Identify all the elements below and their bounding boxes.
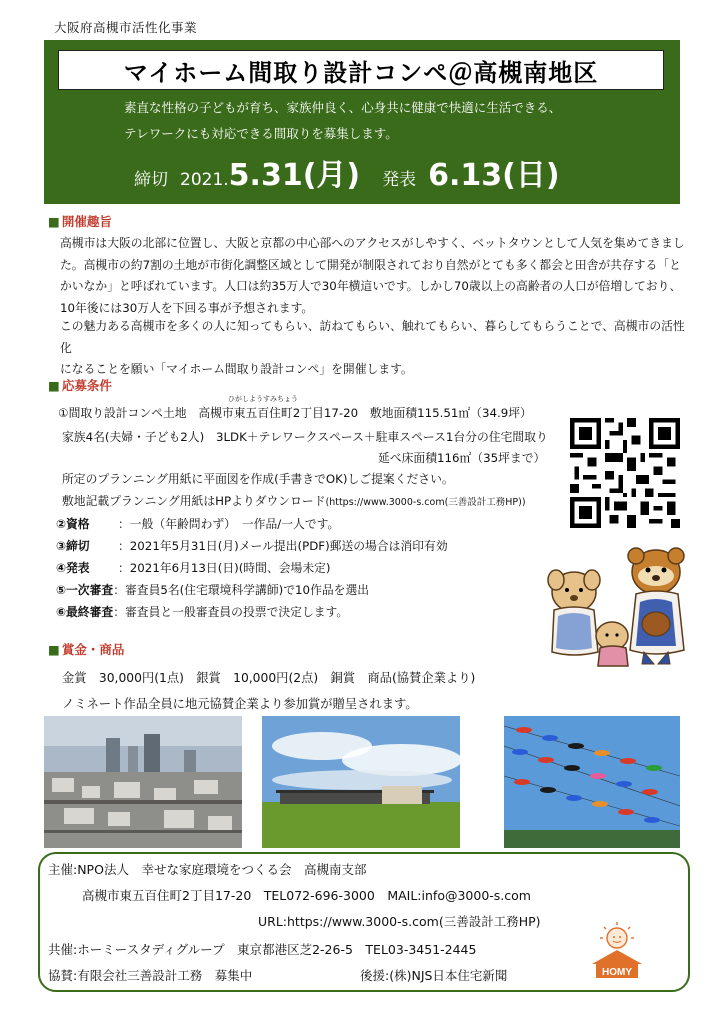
announce-label: 発表	[382, 170, 417, 190]
homy-logo	[588, 920, 646, 982]
cohost-line: 共催:ホーミースタディグループ 東京都港区芝2-26-5 TEL03-3451-2445	[48, 942, 477, 957]
deadline-year: 2021.	[180, 170, 229, 190]
carp-streamers-photo	[504, 716, 680, 848]
supporter-line: 協賛:有限会社三善設計工務 募集中	[48, 968, 253, 983]
purpose-paragraph-1: 高槻市は大阪の北部に位置し、大阪と京都の中心部へのアクセスがしやすく、ベットタウンとして人気を集めてきまし た。高槻市の約7割の土地が市街化調整区域として開発が制限されており自然がとても多く都会と田舎が共存する「と かいなか」と呼ばれています。人口は約35万人で30年横這いです。しかし70歳以上の高齢者の人口が倍増しており、 10年後には30万人を下回る事が予想されます。	[60, 236, 685, 315]
deadline-date: 5.31(月)	[228, 158, 361, 193]
prize-line-2: ノミネート作品全員に地元協賛企業より参加賞が贈呈されます。	[62, 697, 418, 711]
prize-line-1: 金賞 30,000円(1点) 銀賞 10,000円(2点) 銅賞 商品(協賛企業より)	[62, 671, 476, 685]
lead-line-1: 素直な性格の子どもが育ち、家族仲良く、心身共に健康で快適に生活できる、	[124, 100, 562, 115]
condition-4: ④発表 ：2021年6月13日(日)(時間、会場未定)	[56, 561, 331, 575]
qr-code-icon[interactable]	[570, 418, 680, 528]
conditions-heading: ■ 応募条件	[48, 378, 112, 393]
condition-5: ⑤一次審査：審査員5名(住宅環境科学講師)で10作品を選出	[56, 583, 370, 597]
condition-3: ③締切 ：2021年5月31日(月)メール提出(PDF)郵送の場合は消印有効	[56, 539, 448, 553]
condition-1-line-1: ①間取り設計コンペ土地 高槻市東五百住町2丁目17-20 敷地面積115.51㎡（34.9坪）	[58, 406, 532, 420]
address-ruby: ひがしようすみちょう	[228, 395, 298, 403]
condition-6: ⑥最終審査：審査員と一般審査員の投票で決定します。	[56, 605, 349, 619]
url-line[interactable]: URL:https://www.3000-s.com(三善設計工務HP)	[258, 914, 541, 929]
announce-date: 6.13(日)	[428, 158, 560, 193]
condition-1-line-4: 所定のプランニング用紙に平面図を作成(手書きでOK)しご提案ください。	[62, 472, 454, 486]
purpose-heading: ■ 開催趣旨	[48, 214, 112, 229]
organizer-line: 主催:NPO法人 幸せな家庭環境をつくる会 高槻南支部	[48, 862, 367, 877]
condition-1-line-2: 家族4名(夫婦・子ども2人) 3LDK＋テレワークスペース＋駐車スペース1台分の住宅間取り	[62, 430, 548, 444]
city-skyline-photo	[44, 716, 242, 848]
homy-logo-text: HOMY	[602, 967, 632, 978]
condition-1-line-5: 敷地記載プランニング用紙はHPよりダウンロード(https://www.3000-s.com(三善設計工務HP))	[62, 494, 526, 508]
download-url[interactable]: (https://www.3000-s.com(三善設計工務HP))	[325, 497, 526, 508]
address-line: 高槻市東五百住町2丁目17-20 TEL072-696-3000 MAIL:info@3000-s.com	[82, 888, 531, 903]
condition-2: ②資格 ：一般（年齢問わず） 一作品/一人です。	[56, 517, 340, 531]
mascot-bears-illustration	[544, 540, 690, 670]
condition-1-line-3: 延べ床面積116㎡（35坪まで）	[378, 451, 546, 465]
deadline-row	[134, 150, 582, 194]
backer-line: 後援:(株)NJS日本住宅新聞	[360, 968, 508, 983]
sponsor-label: 大阪府高槻市活性化事業	[54, 20, 198, 35]
header-banner	[44, 40, 680, 204]
deadline-label: 締切	[134, 170, 168, 190]
prizes-heading: ■ 賞金・商品	[48, 642, 125, 657]
lead-line-2: テレワークにも対応できる間取りを募集します。	[124, 126, 398, 141]
purpose-paragraph-2: この魅力ある高槻市を多くの人に知ってもらい、訪ねてもらい、触れてもらい、暮らしてもらうことで、高槻市の活性化 になることを願い「マイホーム間取り設計コンペ」を開催します。	[60, 319, 685, 376]
park-pavilion-photo	[262, 716, 460, 848]
page-title: マイホーム間取り設計コンペ＠高槻南地区	[58, 50, 664, 90]
